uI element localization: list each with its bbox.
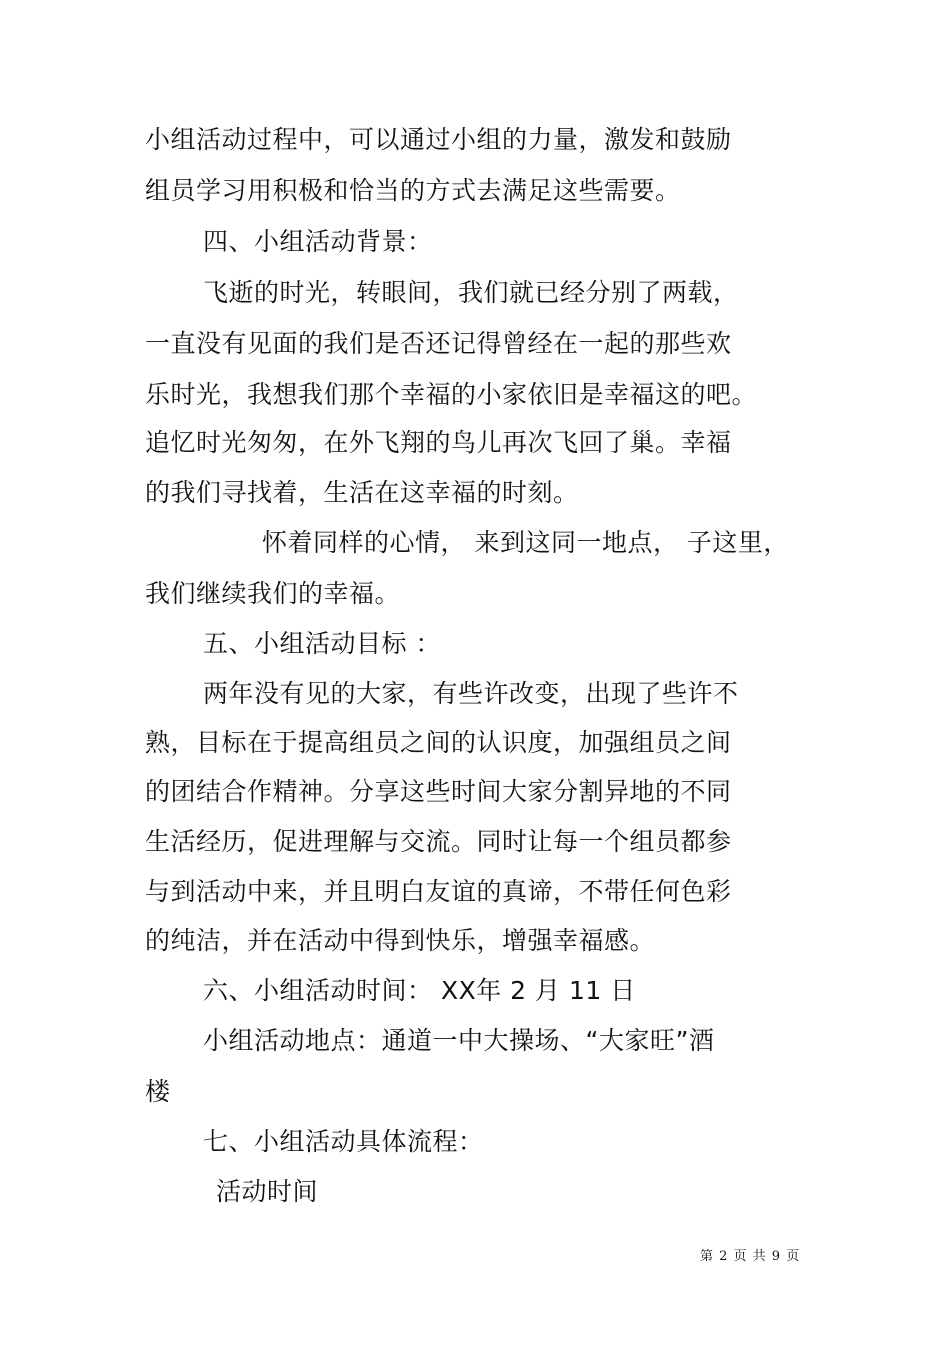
section-heading-time: 六、小组活动时间： XX年 2 月 11 日: [203, 976, 636, 1005]
text-line: 怀着同样的心情， 来到这同一地点， 子这里，: [262, 528, 789, 557]
text-line: 的团结合作精神。分享这些时间大家分割异地的不同: [145, 777, 732, 806]
text-line: 小组活动过程中，可以通过小组的力量，激发和鼓励: [145, 125, 732, 154]
text-line: 我们继续我们的幸福。: [145, 579, 401, 608]
text-line: 活动时间: [216, 1177, 319, 1206]
text-line: 熟，目标在于提高组员之间的认识度，加强组员之间: [145, 728, 732, 757]
text-line: 追忆时光匆匆，在外飞翔的鸟儿再次飞回了巢。幸福: [145, 428, 732, 457]
text-line: 组员学习用积极和恰当的方式去满足这些需要。: [145, 176, 681, 205]
text-line: 的纯洁，并在活动中得到快乐，增强幸福感。: [145, 926, 656, 955]
text-line: 飞逝的时光，转眼间，我们就已经分别了两载，: [203, 278, 739, 307]
text-line-location: 小组活动地点：通道一中大操场、“大家旺”酒: [203, 1026, 715, 1055]
text-line: 楼: [145, 1077, 171, 1106]
section-heading-background: 四、小组活动背景：: [203, 227, 433, 256]
text-line: 的我们寻找着，生活在这幸福的时刻。: [145, 478, 579, 507]
text-line: 两年没有见的大家，有些许改变，出现了些许不: [203, 679, 739, 708]
page-number-footer: 第 2 页 共 9 页: [700, 1249, 801, 1264]
section-heading-process: 七、小组活动具体流程：: [203, 1127, 484, 1156]
text-line: 一直没有见面的我们是否还记得曾经在一起的那些欢: [145, 329, 732, 358]
section-heading-goals: 五、小组活动目标 ：: [203, 629, 441, 658]
text-line: 与到活动中来，并且明白友谊的真谛，不带任何色彩: [145, 877, 732, 906]
text-line: 乐时光，我想我们那个幸福的小家依旧是幸福这的吧。: [145, 380, 758, 409]
text-line: 生活经历，促进理解与交流。同时让每一个组员都参: [145, 827, 732, 856]
